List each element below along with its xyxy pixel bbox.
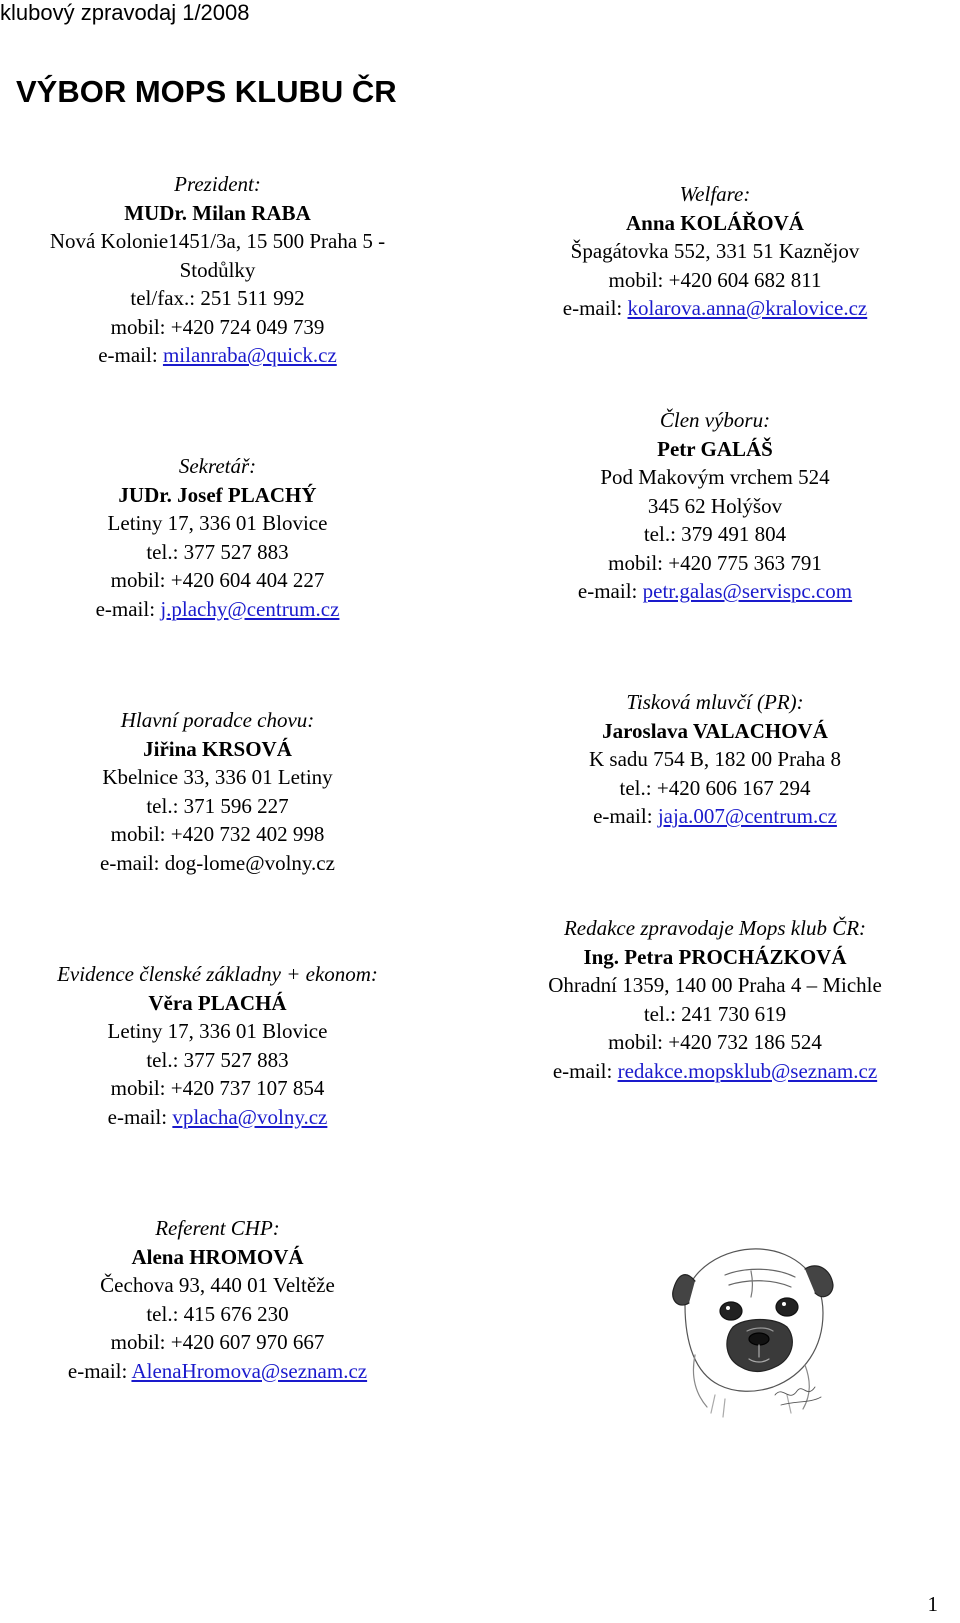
welfare-mobile: mobil: +420 604 682 811 [608,267,822,292]
chp-referent-name: Alena HROMOVÁ [131,1244,304,1269]
editor-role: Redakce zpravodaje Mops klub ČR: [563,916,867,940]
press-card [495,688,935,831]
membership-phone: tel.: 377 527 883 [146,1047,289,1072]
committee-member-email-row [495,577,935,606]
membership-card [10,960,425,1131]
breeding-advisor-email-row [10,849,425,878]
welfare-email-label: e-mail: [562,296,628,320]
committee-member-email-label: e-mail: [577,579,643,603]
secretary-address: Letiny 17, 336 01 Blovice [107,511,328,535]
president-card [10,170,425,370]
committee-member-mobile: mobil: +420 775 363 791 [608,550,822,575]
membership-email-link[interactable]: vplacha@volny.cz [172,1104,328,1129]
breeding-advisor-card [10,706,425,877]
newsletter-header: klubový zpravodaj 1/2008 [0,0,250,25]
committee-member-phone: tel.: 379 491 804 [643,522,787,546]
chp-referent-email-row [10,1357,425,1386]
committee-member-card [495,406,935,606]
membership-mobile: mobil: +420 737 107 854 [110,1076,325,1100]
chp-referent-email-link[interactable]: AlenaHromova@seznam.cz [131,1358,368,1383]
welfare-name: Anna KOLÁŘOVÁ [626,210,804,235]
chp-referent-address: Čechova 93, 440 01 Veltěže [100,1273,335,1297]
membership-address: Letiny 17, 336 01 Blovice [107,1019,328,1043]
secretary-email-link[interactable]: j.plachy@centrum.cz [160,596,340,621]
page-title: VÝBOR MOPS KLUBU ČR [16,74,397,109]
editor-name: Ing. Petra PROCHÁZKOVÁ [583,944,847,969]
president-role: Prezident: [174,172,261,196]
membership-email-label: e-mail: [107,1104,173,1129]
editor-email-link[interactable]: redakce.mopsklub@seznam.cz [617,1058,878,1083]
secretary-mobile: mobil: +420 604 404 227 [110,568,325,592]
editor-mobile: mobil: +420 732 186 524 [608,1030,822,1054]
welfare-role: Welfare: [679,182,751,206]
welfare-address: Špagátovka 552, 331 51 Kaznějov [570,239,860,263]
secretary-email-row [10,595,425,624]
breeding-advisor-address: Kbelnice 33, 336 01 Letiny [102,765,333,789]
president-mobile: mobil: +420 724 049 739 [110,314,325,339]
secretary-email-label: e-mail: [95,596,161,621]
committee-member-address-line2: 345 62 Holýšov [647,493,783,518]
welfare-card [495,180,935,323]
breeding-advisor-email-label: e-mail: [100,850,165,875]
editor-address: Ohradní 1359, 140 00 Praha 4 – Michle [548,973,882,997]
press-email-label: e-mail: [593,804,658,828]
membership-email-row [10,1103,425,1132]
chp-referent-mobile: mobil: +420 607 970 667 [110,1330,325,1354]
editor-email-row [495,1057,935,1086]
press-role: Tisková mluvčí (PR): [626,690,804,714]
president-email-link[interactable]: milanraba@quick.cz [162,343,337,367]
pug-sketch-image [655,1235,850,1425]
president-phone: tel/fax.: 251 511 992 [130,286,305,310]
welfare-email-row [495,294,935,323]
membership-role: Evidence členské základny + ekonom: [57,962,378,986]
committee-member-email-link[interactable]: petr.galas@servispc.com [642,579,853,603]
chp-referent-email-label: e-mail: [67,1358,132,1383]
press-phone: tel.: +420 606 167 294 [619,775,811,800]
breeding-advisor-role: Hlavní poradce chovu: [120,708,315,732]
press-email-row [495,802,935,831]
editor-card [495,914,935,1085]
membership-name: Věra PLACHÁ [148,990,287,1015]
breeding-advisor-phone: tel.: 371 596 227 [146,793,289,818]
secretary-name: JUDr. Josef PLACHÝ [118,482,317,507]
chp-referent-card [10,1214,425,1385]
secretary-phone: tel.: 377 527 883 [146,539,289,564]
president-address: Nová Kolonie1451/3a, 15 500 Praha 5 - Stodůlky [49,229,386,282]
president-name: MUDr. Milan RABA [124,200,311,225]
secretary-card [10,452,425,623]
breeding-advisor-email[interactable]: dog-lome@volny.cz [164,850,335,875]
chp-referent-phone: tel.: 415 676 230 [146,1301,289,1326]
committee-member-role: Člen výboru: [659,408,771,432]
welfare-email-link[interactable]: kolarova.anna@kralovice.cz [627,296,868,320]
editor-email-label: e-mail: [552,1058,618,1083]
breeding-advisor-name: Jiřina KRSOVÁ [143,736,292,761]
chp-referent-role: Referent CHP: [155,1216,280,1240]
press-name: Jaroslava VALACHOVÁ [602,718,828,743]
president-email-row [10,341,425,370]
press-address: K sadu 754 B, 182 00 Praha 8 [589,747,841,771]
committee-member-name: Petr GALÁŠ [657,436,773,461]
page-number: 1 [927,1592,938,1616]
president-email-label: e-mail: [98,343,163,367]
press-email-link[interactable]: jaja.007@centrum.cz [657,804,837,828]
secretary-role: Sekretář: [178,454,257,478]
committee-member-address-line1: Pod Makovým vrchem 524 [600,465,830,489]
editor-phone: tel.: 241 730 619 [643,1001,787,1026]
breeding-advisor-mobile: mobil: +420 732 402 998 [110,822,325,846]
